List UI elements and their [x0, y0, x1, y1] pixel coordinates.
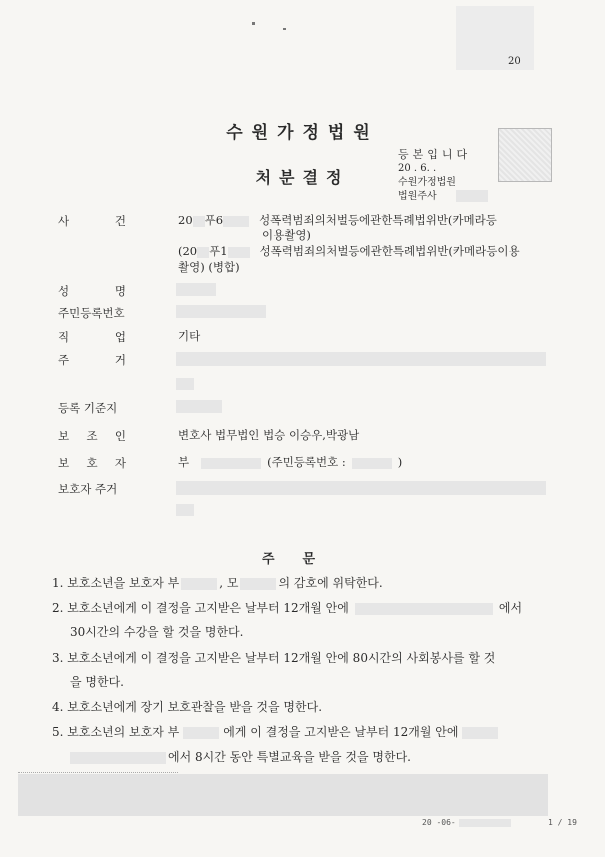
- order-item-5-cont: 에서 8시간 동안 특별교육을 받을 것을 명한다.: [70, 746, 575, 769]
- address-redaction-1: [176, 352, 546, 366]
- corner-mark: [252, 22, 255, 25]
- corner-number: 20: [508, 56, 521, 67]
- name-label: 성 명: [58, 284, 126, 298]
- job-label: 직 업: [58, 330, 126, 344]
- court-seal: [498, 128, 552, 182]
- case-line1: 20 푸6 성폭력범죄의처벌등에관한특례법위반(카메라등: [178, 213, 497, 227]
- order-item-3-cont: 을 명한다.: [70, 675, 124, 689]
- guardian-label: 보 호 자: [58, 456, 126, 470]
- order-item-2: 2. 보호소년에게 이 결정을 고지받은 날부터 12개월 안에 에서: [52, 601, 523, 615]
- case-line4: 촬영) (병합): [178, 260, 240, 274]
- court-title: 수원가정법원: [226, 123, 379, 143]
- footer-redaction: [18, 774, 548, 816]
- certification-line2: 20 . 6. .: [398, 163, 437, 174]
- rrn-redaction: [176, 305, 266, 318]
- name-redaction: [176, 283, 216, 296]
- order-item-5: 5. 보호소년의 보호자 부 에게 이 결정을 고지받은 날부터 12개월 안에: [52, 721, 557, 744]
- order-heading: 주문: [261, 552, 344, 567]
- clerk-name-redaction: [456, 190, 488, 202]
- order-item-2-cont: 30시간의 수강을 할 것을 명한다.: [70, 625, 244, 639]
- registry-label: 등록 기준지: [58, 401, 118, 415]
- guardian-address-redaction-1: [176, 481, 546, 495]
- footer-dots: [18, 772, 178, 775]
- order-item-4: 4. 보호소년에게 장기 보호관찰을 받을 것을 명한다.: [52, 700, 323, 714]
- case-line3: (20 푸1 성폭력범죄의처벌등에관한특례법위반(카메라등이용: [178, 244, 520, 258]
- corner-mark: [283, 28, 286, 30]
- guardian-address-label: 보호자 주거: [58, 482, 118, 496]
- registry-redaction: [176, 400, 222, 413]
- corner-redaction: [456, 6, 534, 70]
- footer-date: 20 -06-: [422, 818, 511, 827]
- certification-line3: 수원가정법원: [398, 177, 456, 188]
- document-title: 처분결정: [255, 168, 350, 187]
- case-label: 사 건: [58, 214, 126, 228]
- footer-page: 1 / 19: [548, 818, 577, 827]
- order-item-1: 1. 보호소년을 보호자 부 , 모 의 감호에 위탁한다.: [52, 576, 383, 590]
- guardian-value: 부 (주민등록번호 : ): [178, 455, 403, 469]
- certification-line1: 등본입니다: [398, 148, 472, 161]
- guardian-address-redaction-2: [176, 504, 194, 516]
- assistant-label: 보 조 인: [58, 429, 126, 443]
- address-redaction-2: [176, 378, 194, 390]
- order-item-3: 3. 보호소년에게 이 결정을 고지받은 날부터 12개월 안에 80시간의 사회봉사를 할 것: [52, 651, 496, 665]
- rrn-label: 주민등록번호: [58, 306, 125, 320]
- assistant-value: 변호사 법무법인 법승 이승우,박광남: [178, 428, 360, 442]
- address-label: 주 거: [58, 353, 126, 367]
- certification-line4: 법원주사: [398, 191, 437, 202]
- job-value: 기타: [178, 329, 201, 343]
- case-line2: 이용촬영): [262, 228, 311, 242]
